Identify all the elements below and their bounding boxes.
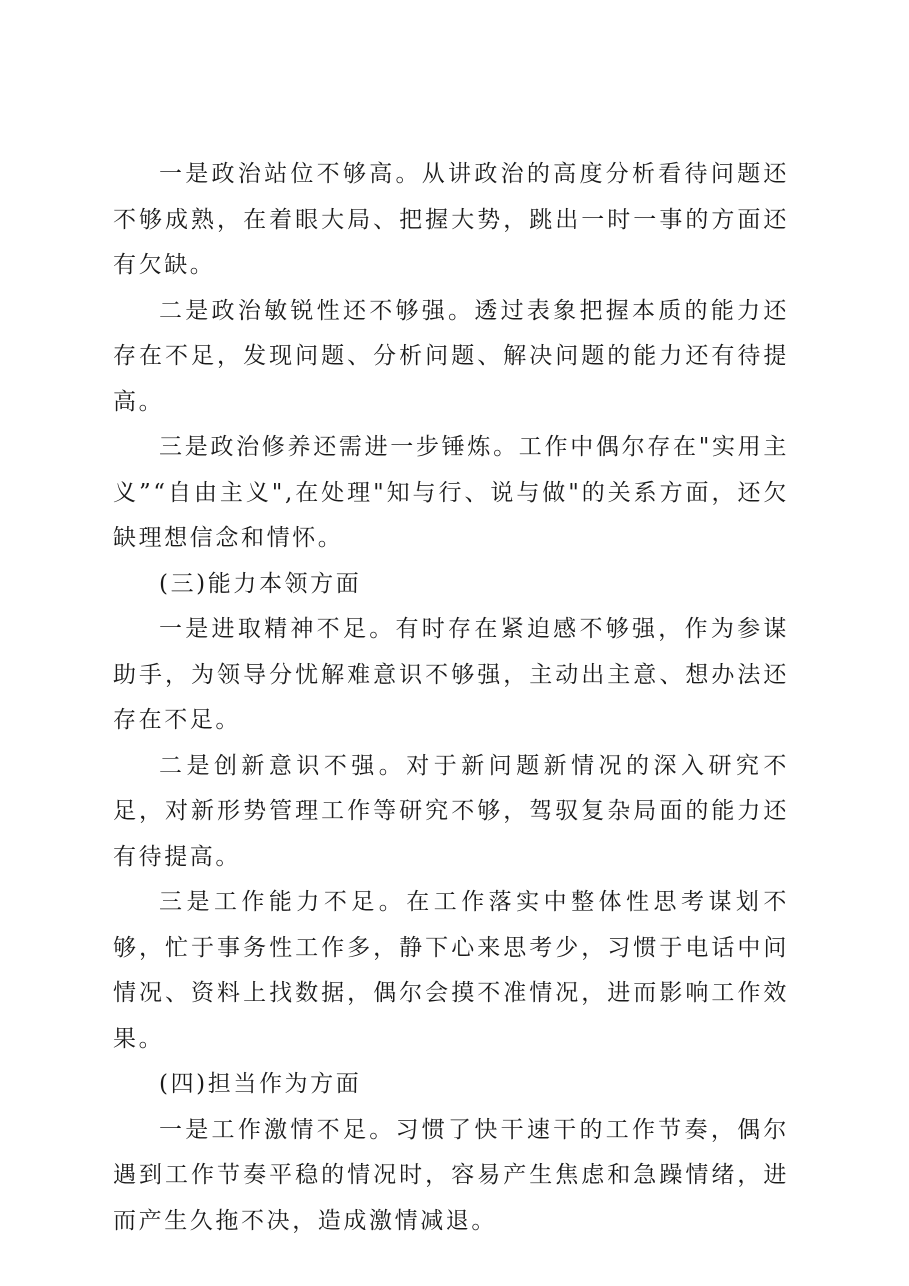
section-heading-ability: (三)能力本领方面 xyxy=(159,570,362,597)
paragraph-political-sensitivity: 二是政治敏锐性还不够强。透过表象把握本质的能力还存在不足，发现问题、分析问题、解决问题的能力还有待提高。 xyxy=(113,297,789,415)
paragraph-work-passion: 一是工作激情不足。习惯了快干速干的工作节奏，偶尔遇到工作节奏平稳的情况时，容易产生焦虑和急躁情绪，进而产生久拖不决，造成激情减退。 xyxy=(113,1116,789,1234)
document-body xyxy=(113,152,789,1244)
paragraph-enterprising-spirit: 一是进取精神不足。有时存在紧迫感不够强，作为参谋助手，为领导分忧解难意识不够强，主动出主意、想办法还存在不足。 xyxy=(113,616,789,733)
paragraph-work-ability: 三是工作能力不足。在工作落实中整体性思考谋划不够，忙于事务性工作多，静下心来思考少，习惯于电话中问情况、资料上找数据，偶尔会摸不准情况，进而影响工作效果。 xyxy=(113,889,789,1052)
paragraph-political-standing: 一是政治站位不够高。从讲政治的高度分析看待问题还不够成熟，在着眼大局、把握大势，跳出一时一事的方面还有欠缺。 xyxy=(113,161,789,278)
paragraph-innovation-awareness: 二是创新意识不强。对于新问题新情况的深入研究不足，对新形势管理工作等研究不够，驾驭复杂局面的能力还有待提高。 xyxy=(113,752,789,870)
paragraph-political-cultivation: 三是政治修养还需进一步锤炼。工作中偶尔存在"实用主义”“自由主义",在处理"知与行、说与做"的关系方面，还欠缺理想信念和情怀。 xyxy=(113,434,789,551)
section-heading-responsibility: (四)担当作为方面 xyxy=(159,1071,362,1097)
